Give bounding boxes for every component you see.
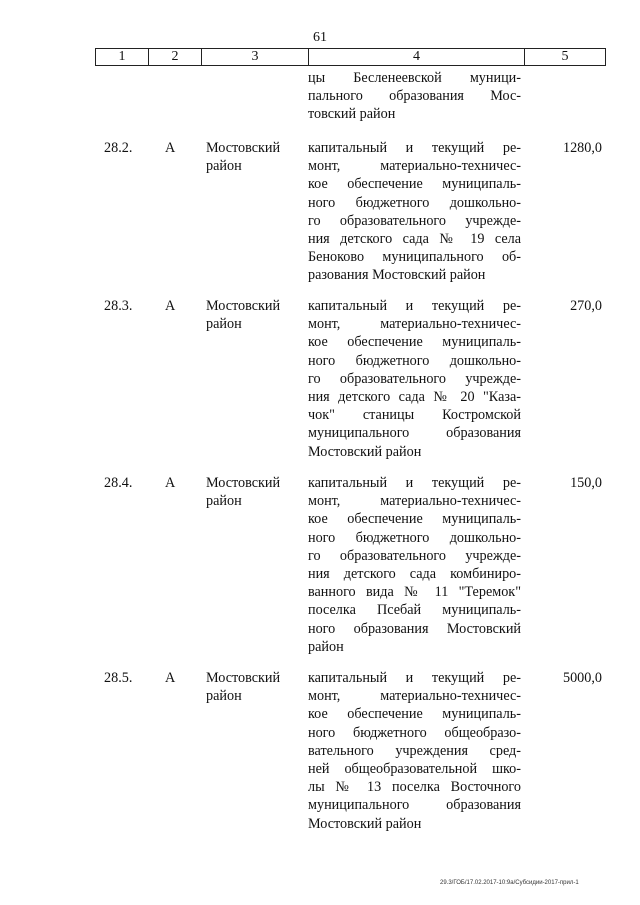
district-line: район (206, 316, 242, 333)
row-category: А (165, 140, 176, 156)
text-line: чок" станицы Костромской (308, 407, 521, 424)
row-category: А (165, 298, 176, 314)
header-cell-1: 1 (96, 49, 149, 65)
row-description (308, 139, 521, 285)
header-cell-3: 3 (202, 49, 309, 65)
row-number: 28.5. (104, 670, 133, 686)
text-line: ней общеобразовательной шко- (308, 761, 521, 778)
table-header-row (95, 48, 606, 66)
text-line: капитальный и текущий ре- (308, 670, 521, 686)
text-line: монт, материально-техничес- (308, 158, 521, 175)
text-line: ного образования Мостовский (308, 620, 521, 637)
row-amount: 150,0 (570, 475, 602, 491)
text-line: ния детского сада комбиниро- (308, 566, 521, 583)
text-line: капитальный и текущий ре- (308, 298, 521, 314)
text-line: капитальный и текущий ре- (308, 475, 521, 491)
row-amount: 5000,0 (562, 670, 602, 686)
district-line: Мостовский (206, 475, 281, 491)
district-line: район (206, 158, 242, 175)
text-line: го образовательного учрежде- (308, 547, 521, 564)
text-line: лы № 13 поселка Восточного (308, 779, 521, 796)
text-line: пального образования Мос- (308, 88, 521, 105)
district-line: Мостовский (206, 140, 281, 156)
district-line: Мостовский (206, 670, 281, 686)
text-line: кое обеспечение муниципаль- (308, 706, 521, 723)
text-line: капитальный и текущий ре- (308, 140, 521, 156)
text-line: монт, материально-техничес- (308, 493, 521, 510)
text-line: товский район (308, 106, 396, 123)
text-line: цы Бесленеевской муници- (308, 70, 521, 86)
row-category: А (165, 475, 176, 491)
row-amount: 1280,0 (562, 140, 602, 156)
row-category: А (165, 670, 176, 686)
row-description (308, 297, 521, 461)
row-number: 28.3. (104, 298, 133, 314)
text-line: го образовательного учрежде- (308, 212, 521, 229)
header-cell-2: 2 (149, 49, 202, 65)
row-description (308, 474, 521, 656)
text-line: поселка Псебай муниципаль- (308, 602, 521, 619)
text-line: вательного учреждения сред- (308, 742, 521, 759)
text-line: муниципального образования (308, 425, 521, 442)
text-line: ного бюджетного дошкольно- (308, 194, 521, 211)
header-cell-4: 4 (309, 49, 525, 65)
row-description (308, 669, 521, 833)
text-line: монт, материально-техничес- (308, 688, 521, 705)
header-cell-5: 5 (561, 49, 569, 64)
footer-filename: 29.3/ГОБ/17.02.2017-10:9a/Субсидии-2017-прил-1 (440, 880, 579, 886)
text-line: го образовательного учрежде- (308, 370, 521, 387)
row-number: 28.4. (104, 475, 133, 491)
text-line: ния детского сада № 19 села (308, 231, 521, 248)
district-line: район (206, 493, 242, 510)
text-line: кое обеспечение муниципаль- (308, 334, 521, 351)
text-line: кое обеспечение муниципаль- (308, 511, 521, 528)
text-line: ного бюджетного дошкольно- (308, 529, 521, 546)
page-number: 61 (313, 30, 327, 45)
row-number: 28.2. (104, 140, 133, 156)
district-line: район (206, 688, 242, 705)
text-line: ного бюджетного общеобразо- (308, 724, 521, 741)
row-amount: 270,0 (570, 298, 602, 314)
text-line: разования Мостовский район (308, 267, 486, 284)
text-line: монт, материально-техничес- (308, 316, 521, 333)
text-line: ванного вида № 11 "Теремок" (308, 584, 521, 601)
text-line: кое обеспечение муниципаль- (308, 176, 521, 193)
row-district (206, 474, 302, 510)
row-district (206, 139, 302, 175)
text-line: муниципального образования (308, 797, 521, 814)
text-line: Беноково муниципального об- (308, 249, 521, 266)
text-line: Мостовский район (308, 815, 422, 832)
continued-description (308, 69, 521, 124)
row-district (206, 297, 302, 333)
text-line: Мостовский район (308, 443, 422, 460)
district-line: Мостовский (206, 298, 281, 314)
text-line: ния детского сада № 20 "Каза- (308, 389, 521, 406)
text-line: район (308, 638, 344, 655)
text-line: ного бюджетного дошкольно- (308, 352, 521, 369)
row-district (206, 669, 302, 705)
